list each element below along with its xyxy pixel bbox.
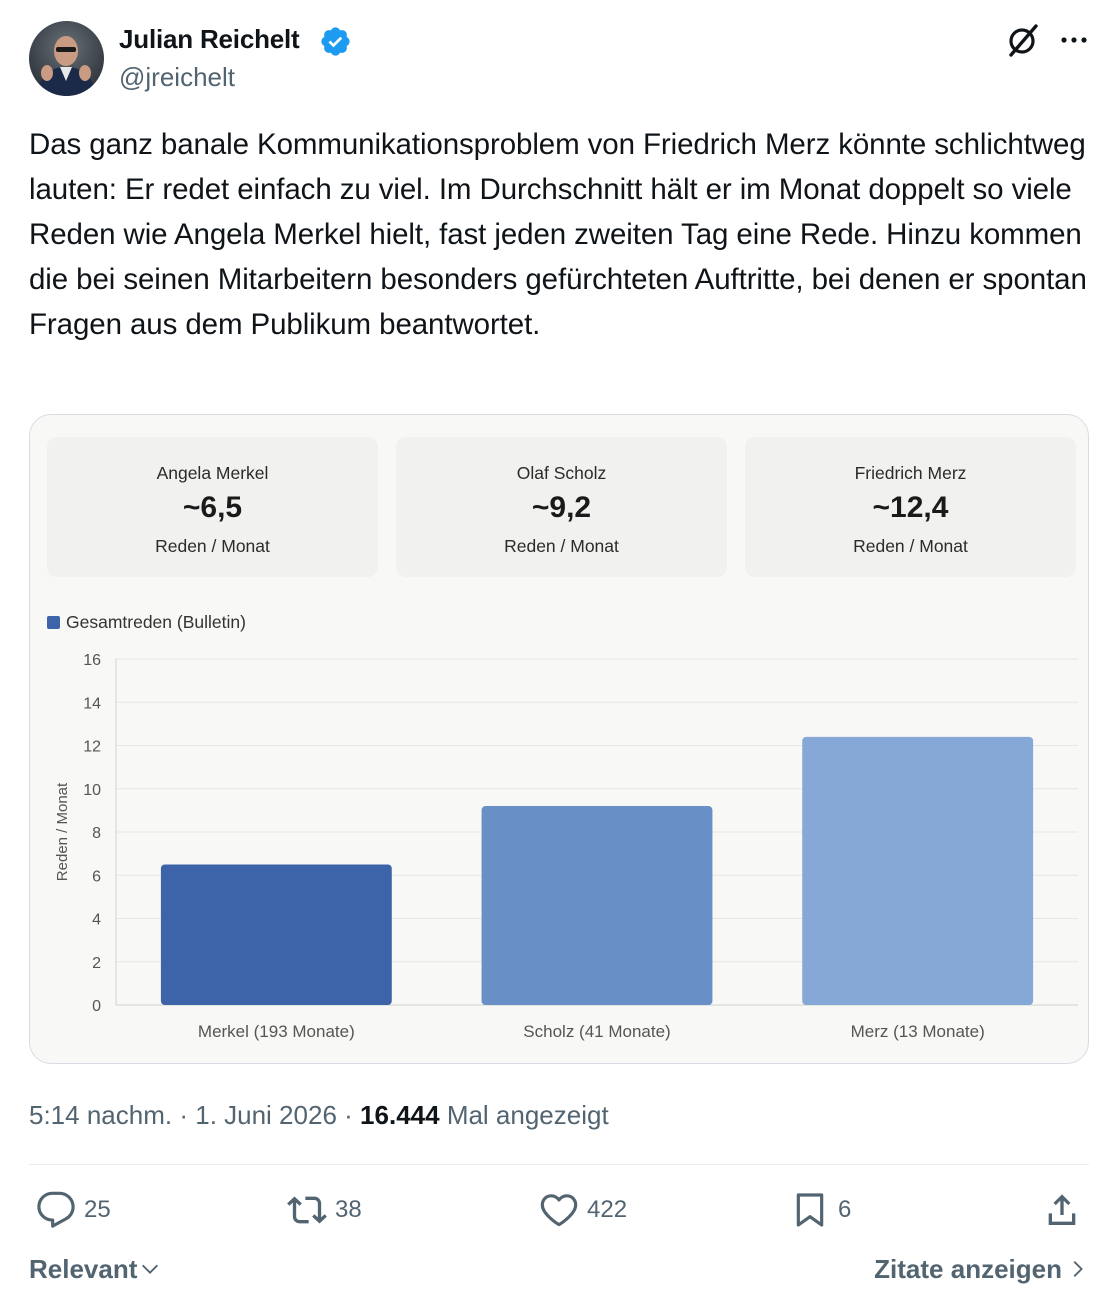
y-tick-label: 2 <box>92 954 101 972</box>
kpi-unit: Reden / Monat <box>155 536 270 556</box>
sort-replies-button[interactable] <box>29 1251 161 1287</box>
tweet-meta <box>29 1097 609 1133</box>
y-tick-label: 12 <box>83 738 101 756</box>
repost-count: 38 <box>335 1196 362 1223</box>
tweet-date[interactable]: 1. Juni 2026 <box>195 1100 337 1130</box>
bookmark-icon <box>790 1190 830 1230</box>
legend-label: Gesamtreden (Bulletin) <box>66 612 246 632</box>
y-tick-label: 16 <box>83 652 101 669</box>
meta-separator: · <box>344 1100 353 1130</box>
quotes-label: Zitate anzeigen <box>874 1254 1062 1284</box>
chart-image-card[interactable] <box>29 414 1089 1064</box>
y-tick-label: 4 <box>92 911 101 929</box>
kpi-value: ~6,5 <box>182 491 243 524</box>
kpi-name: Friedrich Merz <box>854 463 967 483</box>
kpi-name: Angela Merkel <box>156 463 269 483</box>
bookmark-button[interactable] <box>790 1188 851 1232</box>
grok-icon[interactable] <box>1005 22 1041 58</box>
kpi-value: ~9,2 <box>531 491 592 524</box>
kpi-value: ~12,4 <box>872 491 949 524</box>
kpi-name: Olaf Scholz <box>516 463 607 483</box>
kpi-unit: Reden / Monat <box>504 536 619 556</box>
verified-badge-icon <box>319 25 352 58</box>
bar-chart <box>30 415 1089 1064</box>
x-tick-label: Scholz (41 Monate) <box>523 1022 671 1041</box>
like-count: 422 <box>587 1196 628 1223</box>
y-tick-label: 14 <box>83 695 101 713</box>
reply-icon <box>36 1190 76 1230</box>
view-quotes-link[interactable] <box>874 1251 1088 1287</box>
bar <box>161 864 392 1005</box>
views-label: Mal angezeigt <box>446 1100 609 1130</box>
repost-icon <box>287 1190 327 1230</box>
like-button[interactable] <box>539 1188 627 1232</box>
divider <box>29 1164 1089 1165</box>
kpi-unit: Reden / Monat <box>853 536 968 556</box>
author-handle[interactable]: @jreichelt <box>119 62 235 92</box>
share-icon <box>1042 1190 1082 1230</box>
bar <box>802 737 1033 1005</box>
x-tick-label: Merz (13 Monate) <box>850 1022 985 1041</box>
y-tick-label: 6 <box>92 868 101 886</box>
more-options-icon[interactable] <box>1057 28 1091 52</box>
y-tick-label: 0 <box>92 998 101 1015</box>
views-count: 16.444 <box>360 1100 440 1130</box>
heart-icon <box>539 1190 579 1230</box>
repost-button[interactable] <box>287 1188 362 1232</box>
bookmark-count: 6 <box>838 1196 852 1223</box>
avatar[interactable] <box>29 21 104 96</box>
y-axis-label: Reden / Monat <box>54 782 71 882</box>
author-name[interactable]: Julian Reichelt <box>119 24 300 54</box>
meta-separator: · <box>179 1100 188 1130</box>
chevron-down-icon <box>139 1258 161 1280</box>
sort-label: Relevant <box>29 1254 138 1284</box>
tweet-text: Das ganz banale Kommunikationsproblem von Friedrich Merz könnte schlichtweg lauten: Er redet einfach zu viel. Im Durchschnitt hält er im Monat doppelt so viele Reden wie Angela Merkel hielt, fast jeden zweiten Tag eine Rede. Hinzu kommen die bei seinen Mitarbeitern besonders gefürchteten Auftritte, bei denen er spontan Fragen aus dem Publikum beantwortet. <box>29 128 1087 341</box>
tweet-time[interactable]: 5:14 nachm. <box>29 1100 173 1130</box>
y-tick-label: 10 <box>83 781 101 799</box>
avatar-image <box>29 21 104 96</box>
reply-count: 25 <box>84 1196 111 1223</box>
chevron-right-icon <box>1066 1258 1088 1280</box>
bar <box>482 806 713 1005</box>
x-tick-label: Merkel (193 Monate) <box>197 1022 355 1041</box>
share-button[interactable] <box>1042 1188 1082 1232</box>
reply-button[interactable] <box>36 1188 111 1232</box>
y-tick-label: 8 <box>92 825 101 842</box>
